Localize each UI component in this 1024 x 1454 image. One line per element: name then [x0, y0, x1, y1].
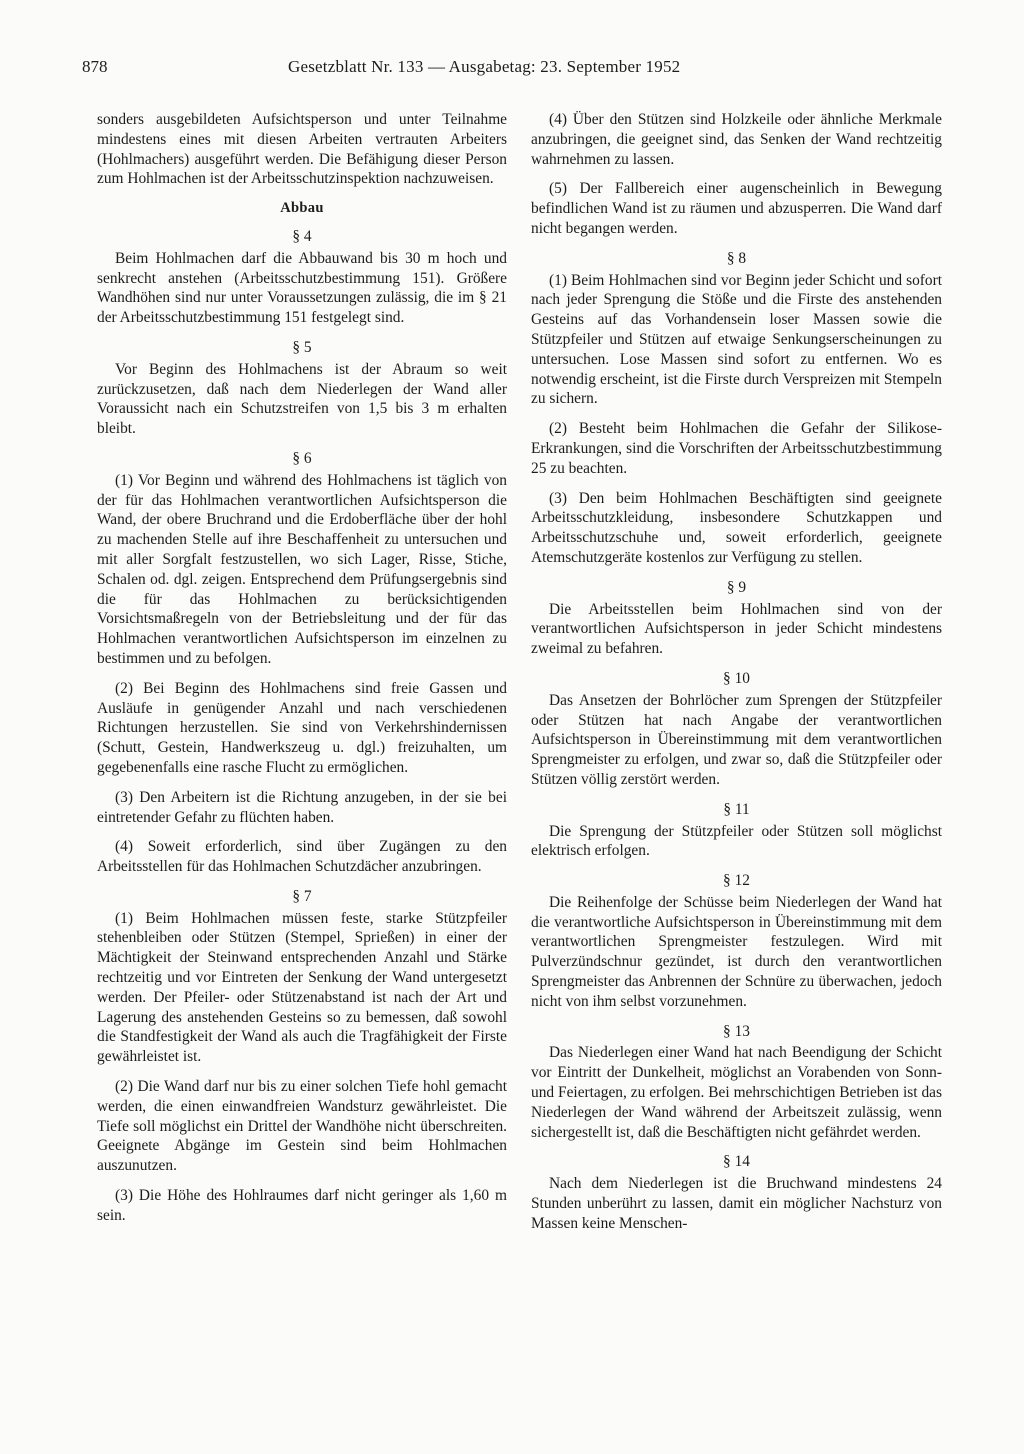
page-header	[82, 57, 952, 85]
paragraph-number: § 11	[723, 800, 750, 818]
section-heading: Abbau	[280, 200, 324, 217]
paragraph: Beim Hohlmachen darf die Abbauwand bis 30 m hoch und senkrecht anstehen (Arbeitsschutzbestimmung 151). Größere Wandhöhen sind nur unter Voraussetzungen zulässig, die im § 21 der Arbeitsschutzbestimmung 151 festgelegt sind.	[97, 249, 507, 327]
paragraph: Die Arbeitsstellen beim Hohlmachen sind von der verantwortlichen Aufsichtsperson in jeder Schicht mindestens zweimal zu befahren.	[531, 600, 942, 658]
paragraph: (3) Die Höhe des Hohlraumes darf nicht geringer als 1,60 m sein.	[97, 1187, 507, 1224]
paragraph: (2) Die Wand darf nur bis zu einer solchen Tiefe hohl gemacht werden, die einen einwandfreien Wandsturz gewährleistet. Die Tiefe soll möglichst ein Drittel der Wandhöhe nicht überschreiten. Geeignete Abgänge im Gestein sind beim Hohlmachen auszunutzen.	[97, 1078, 507, 1175]
paragraph: (4) Über den Stützen sind Holzkeile oder ähnliche Merkmale anzubringen, die geeignet sind, das Senken der Wand rechtzeitig wahrnehmen zu lassen.	[531, 111, 942, 168]
paragraph-number: § 9	[726, 578, 747, 596]
paragraph: Vor Beginn des Hohlmachens ist der Abraum so weit zurückzusetzen, daß nach dem Niederlegen der Wand aller Voraussicht nach ein Schutzstreifen von 1,5 bis 3 m erhalten bleibt.	[97, 360, 507, 438]
paragraph-number: § 10	[723, 669, 750, 687]
left-column	[97, 110, 507, 1236]
paragraph: Das Niederlegen einer Wand hat nach Beendigung der Schicht vor Eintritt der Dunkelheit, möglichst an Vorabenden von Sonn- und Feiertagen, zu erfolgen. Bei mehrschichtigen Betrieben ist das Niederlegen der Wand während der Arbeitszeit zulässig, wenn sichergestellt ist, daß die Beschäftigten nicht gefährdet werden.	[531, 1044, 942, 1141]
paragraph: (3) Den beim Hohlmachen Beschäftigten sind geeignete Arbeitsschutzkleidung, insbesondere Schutzkappen und Arbeitsschutzschuhe und, soweit erforderlich, geeignete Atemschutzgeräte kostenlos zur Verfügung zu stellen.	[531, 489, 942, 566]
paragraph: Die Reihenfolge der Schüsse beim Niederlegen der Wand hat die verantwortliche Aufsichtsperson in Übereinstimmung mit dem verantwortlichen Sprengmeister festzulegen. Wird mit Pulverzündschnur gezündet, ist durch den verantwortlichen Sprengmeister das Anbrennen der Schnüre zu überwachen, jedoch nicht von ihm selbst vorzunehmen.	[531, 893, 942, 1010]
paragraph: (2) Besteht beim Hohlmachen die Gefahr der Silikose-Erkrankungen, sind die Vorschriften der Arbeitsschutzbestimmung 25 zu beachten.	[531, 420, 942, 477]
paragraph-number: § 4	[292, 227, 312, 245]
paragraph-number: § 14	[723, 1153, 750, 1171]
paragraph: (2) Bei Beginn des Hohlmachens sind freie Gassen und Ausläufe in genügender Anzahl und nach verschiedenen Richtungen herzustellen. Sie sind von Verkehrshindernissen (Schutt, Gestein, Handwerkszeug u. dgl.) freizuhalten, um gegebenenfalls eine rasche Flucht zu ermöglichen.	[97, 679, 507, 776]
paragraph: (3) Den Arbeitern ist die Richtung anzugeben, in der sie bei eintretender Gefahr zu flüchten haben.	[97, 788, 507, 826]
paragraph: Das Ansetzen der Bohrlöcher zum Sprengen der Stützpfeiler oder Stützen hat nach Angabe der verantwortlichen Aufsichtsperson in Übereinstimmung mit dem verantwortlichen Sprengmeister zu erfolgen, und zwar so, daß die Stützpfeiler oder Stützen völlig zerstört werden.	[531, 691, 942, 788]
paragraph: (5) Der Fallbereich einer augenscheinlich in Bewegung befindlichen Wand ist zu räumen und abzusperren. Die Wand darf nicht begangen werden.	[531, 180, 942, 237]
paragraph: (1) Beim Hohlmachen sind vor Beginn jeder Schicht und sofort nach jeder Sprengung die Stöße und die Firste des anstehenden Gesteins auf das Vorhandensein loser Massen sowie die Stützpfeiler und Stützen auf etwaige Senkungserscheinungen zu untersuchen. Lose Massen sind sofort zu entfernen. Wo es notwendig erscheint, ist die Firste durch Verspreizen mit Stempeln zu sichern.	[531, 271, 942, 408]
right-column	[531, 110, 942, 1244]
paragraph: Die Sprengung der Stützpfeiler oder Stützen soll möglichst elektrisch erfolgen.	[531, 822, 942, 860]
paragraph: sonders ausgebildeten Aufsichtsperson und unter Teilnahme mindestens eines mit diesen Arbeiten vertrauten Arbeiters (Hohlmachers) ausgeführt werden. Die Befähigung dieser Person zum Hohlmachen ist der Arbeitsschutzinspektion nachzuweisen.	[97, 111, 507, 188]
header-title: Gesetzblatt Nr. 133 — Ausgabetag: 23. September 1952	[288, 57, 681, 76]
paragraph: Nach dem Niederlegen ist die Bruchwand mindestens 24 Stunden unberührt zu lassen, damit ein möglicher Nachsturz von Massen keine Menschen-	[531, 1175, 942, 1232]
page-number: 878	[82, 57, 108, 76]
paragraph-number: § 12	[723, 872, 750, 890]
paragraph: (1) Vor Beginn und während des Hohlmachens ist täglich von der für das Hohlmachen verantwortlichen Aufsichtsperson die Wand, der obere Bruchrand und die Erdoberfläche über der hohl zu machenden Stelle auf ihre Beschaffenheit zu untersuchen und mit aller Sorgfalt festzustellen, wo sich Lager, Risse, Stiche, Schalen od. dgl. zeigen. Entsprechend dem Prüfungsergebnis sind die für das Hohlmachen zu berücksichtigenden Vorsichtsmaßregeln von der Betriebsleitung und der für das Hohlmachen verantwortlichen Aufsichtsperson im einzelnen zu bestimmen und zu befolgen.	[97, 471, 507, 667]
paragraph-number: § 13	[723, 1022, 750, 1040]
paragraph-number: § 6	[292, 449, 312, 467]
paragraph-number: § 5	[292, 338, 312, 356]
paragraph: (1) Beim Hohlmachen müssen feste, starke Stützpfeiler stehenbleiben oder Stützen (Stempel, Sprießen) in einer der Mächtigkeit der Steinwand entsprechenden Anzahl und Stärke rechtzeitig und vor Eintreten der Senkung der Wand untergesetzt werden. Der Pfeiler- oder Stützenabstand ist nach der Art und Lagerung des anstehenden Gesteins so zu bemessen, daß sowohl die Standfestigkeit der Wand als auch die Tragfähigkeit der Firste gewährleistet ist.	[97, 909, 507, 1066]
paragraph-number: § 7	[292, 887, 312, 905]
paragraph-number: § 8	[726, 249, 747, 267]
paragraph: (4) Soweit erforderlich, sind über Zugängen zu den Arbeitsstellen für das Hohlmachen Schutzdächer anzubringen.	[97, 838, 507, 876]
